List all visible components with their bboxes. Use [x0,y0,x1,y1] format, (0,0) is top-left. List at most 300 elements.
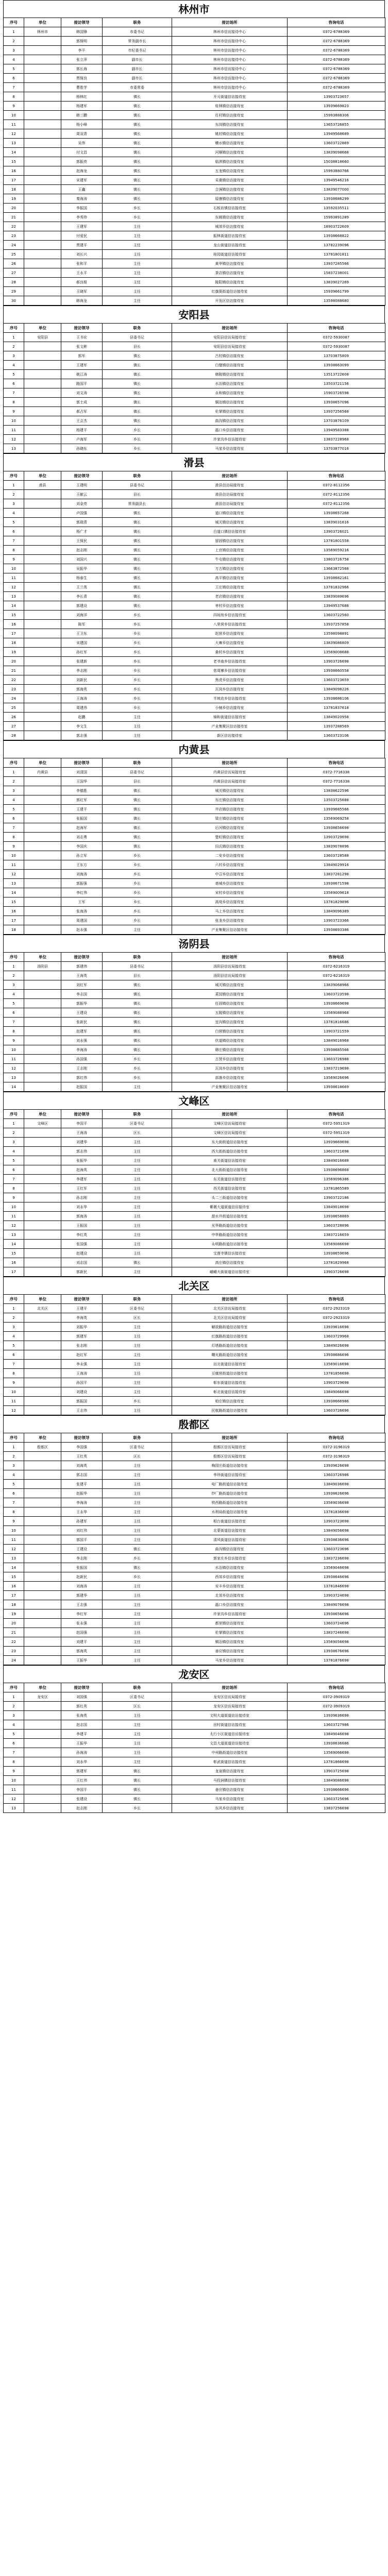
table-cell: 王红军 [61,1184,103,1193]
table-cell: 13598088680 [288,296,385,306]
table-cell: 13663872568 [288,564,385,573]
column-header: 接访场所 [172,471,288,481]
table-row [4,416,385,426]
table-cell [24,833,61,842]
table-cell [24,204,61,213]
table-cell: 北关区 [24,1304,61,1313]
column-header: 接访领导 [61,1433,103,1443]
table-cell: 5 [4,518,24,527]
table-cell: 8 [4,1507,24,1517]
table-cell: 7 [4,1498,24,1507]
table-cell: 13781865589 [288,1184,385,1193]
table-cell: 22 [4,675,24,685]
table-cell: 姚江涛 [61,370,103,379]
table-cell [24,1387,61,1397]
column-header: 序号 [4,953,24,962]
table-cell: 孙国强 [61,1055,103,1064]
column-header: 职务 [103,324,172,333]
table-cell: 18 [4,185,24,194]
table-row [4,259,385,268]
table-cell: 13903723657 [288,92,385,101]
table-cell: 刘国兴 [61,555,103,564]
table-cell [24,259,61,268]
table-cell: 3 [4,786,24,795]
table-cell: 13849020958 [288,713,385,722]
table-cell [24,55,61,64]
table-cell: 主任 [103,268,172,278]
table-row [4,166,385,176]
table-row [4,1554,385,1563]
column-header: 咨询电话 [288,324,385,333]
table-cell: 主任 [103,1165,172,1175]
table-row [4,685,385,694]
table-cell: 主任 [103,1406,172,1415]
table-cell: 李国平 [61,1785,103,1794]
table-cell [24,925,61,935]
table-row [4,1600,385,1609]
table-cell: 林州市信访接待中心 [172,55,288,64]
table-cell: 文峰区信访局接待室 [172,1119,288,1128]
table-cell: 1 [4,333,24,342]
table-row [4,1517,385,1526]
column-header: 接访领导 [61,471,103,481]
table-cell: 27 [4,722,24,731]
table-row [4,1656,385,1665]
table-cell: 主任 [103,1730,172,1739]
table-cell [24,1369,61,1378]
table-cell: 13569036698 [288,1498,385,1507]
table-cell: 电厂路街道信访接待室 [172,1480,288,1489]
table-cell: 林州市信访接待中心 [172,37,288,46]
table-cell [24,1572,61,1582]
table-cell: 上官镇信访接待室 [172,546,288,555]
table-cell: 13 [4,879,24,888]
table-cell: 王永平 [61,268,103,278]
table-cell: 镇长 [103,833,172,842]
table-cell [24,1794,61,1804]
table-cell: 23 [4,1647,24,1656]
table-cell [24,1720,61,1730]
table-cell: 白道口镇信访接待室 [172,527,288,536]
table-cell: 8 [4,398,24,407]
table-cell: 付爱民 [61,231,103,241]
table-cell: 秦海涛 [61,194,103,204]
table-cell: 13503725688 [288,795,385,805]
table-row [4,1498,385,1507]
table-cell: 12 [4,1064,24,1073]
column-header: 咨询电话 [288,1295,385,1304]
table-cell [24,1600,61,1609]
table-cell: 赵海龙 [61,166,103,176]
table-cell: 副市长 [103,55,172,64]
table-cell [24,851,61,860]
table-row [4,444,385,453]
table-row [4,1221,385,1230]
table-cell: 21 [4,666,24,675]
section-title: 安阳县 [3,306,385,323]
table-cell: 5 [4,1156,24,1165]
table-cell: 镇长 [103,823,172,833]
table-cell: 23 [4,231,24,241]
table-cell [24,1517,61,1526]
section-title: 滑县 [3,453,385,471]
table-cell: 瓦岗乡信访接待室 [172,685,288,694]
table-cell: 13803726758 [288,555,385,564]
table-cell: 1 [4,1304,24,1313]
table-cell: 13 [4,592,24,601]
table-row [4,1304,385,1313]
table-header-row [4,471,385,481]
table-cell: 镇长 [103,1036,172,1045]
table-cell: 李海涛 [61,1045,103,1055]
column-header: 接访领导 [61,18,103,27]
table-cell: 刘国强 [61,1692,103,1702]
table-cell: 镇长 [103,388,172,398]
table-cell: 6 [4,1739,24,1748]
column-header: 接访场所 [172,1110,288,1119]
table-cell: 区长 [103,1702,172,1711]
table-cell: 13839031616 [288,518,385,527]
table-cell [24,713,61,722]
table-cell: 3 [4,1461,24,1470]
table-cell: 13603724696 [288,1619,385,1628]
table-cell: 13903723366 [288,916,385,925]
table-cell: 13939626698 [288,1461,385,1470]
table-row [4,1045,385,1055]
table-cell: 13781816686 [288,1018,385,1027]
table-cell: 主任 [103,1240,172,1249]
table-cell: 刘海洋 [61,611,103,620]
table-cell: 杨广才 [61,527,103,536]
table-cell: 赵海英 [61,1165,103,1175]
table-row [4,1647,385,1656]
table-row [4,518,385,527]
table-cell: 7 [4,1748,24,1757]
table-cell: 县长 [103,971,172,980]
table-cell [24,1545,61,1554]
table-cell [24,657,61,666]
table-cell: 郭家庄乡信访接待室 [172,1554,288,1563]
table-cell: 韩海龙 [61,296,103,306]
table-cell: 13603722869 [288,139,385,148]
table-row [4,897,385,907]
table-cell [24,1378,61,1387]
table-cell: 李德胜 [61,786,103,795]
table-cell: 合涧镇信访接待室 [172,185,288,194]
table-cell: 铜冶镇信访接待室 [172,1637,288,1647]
table-cell: 24 [4,1656,24,1665]
table-cell [24,1332,61,1341]
table-cell: 县长 [103,342,172,351]
table-row [4,1619,385,1628]
table-cell: 万古镇信访接待室 [172,564,288,573]
table-cell: 13569096386 [288,1175,385,1184]
table-cell: 镇长 [103,1027,172,1036]
table-cell [24,407,61,416]
table-cell: 乡长 [103,1397,172,1406]
table-cell [24,1470,61,1480]
column-header: 接访场所 [172,324,288,333]
table-row [4,148,385,157]
table-cell: 部落乡信访接待室 [172,1073,288,1082]
table-cell: 0372-3909319 [288,1702,385,1711]
table-cell: 17 [4,629,24,638]
table-cell: 滑县信访局接待室 [172,490,288,499]
table-cell [24,1350,61,1360]
table-row [4,907,385,916]
table-cell: 13849086698 [288,1776,385,1785]
table-row [4,1535,385,1545]
table-cell: 镇长 [103,592,172,601]
table-cell [24,971,61,980]
table-cell: 刘海英 [61,1461,103,1470]
table-cell: 李建军 [61,1175,103,1184]
table-cell: 路国平 [61,379,103,388]
table-row [4,222,385,231]
table-cell [24,46,61,55]
table-cell: 郭保明 [61,37,103,46]
table-cell: 16 [4,166,24,176]
table-cell: 5 [4,1730,24,1739]
table-cell: 15903726598 [288,388,385,398]
table-cell: 善应镇信访接待室 [172,1647,288,1656]
table-cell: 王兰英 [61,583,103,592]
table-cell: 13782239096 [288,241,385,250]
table-cell: 0372-6788369 [288,46,385,55]
table-cell: 赵红军 [61,1350,103,1360]
table-cell [24,92,61,101]
table-cell: 13569026696 [288,1073,385,1082]
table-row [4,583,385,592]
table-cell: 7 [4,1360,24,1369]
table-cell: 0372-6788369 [288,74,385,83]
table-cell: 0372-6788369 [288,37,385,46]
table-row [4,888,385,897]
table-cell: 王海英 [61,971,103,980]
table-row [4,1249,385,1258]
table-cell [24,83,61,92]
table-cell: 慈周寨乡信访接待室 [172,666,288,675]
table-cell: 王永华 [61,1507,103,1517]
table-cell: 郭志强 [61,731,103,740]
table-cell: 13703875809 [288,351,385,361]
table-cell: 乡长 [103,657,172,666]
table-cell: 磊口乡信访接待室 [172,426,288,435]
table-row [4,74,385,83]
table-cell: 13569069258 [288,814,385,823]
column-header: 序号 [4,471,24,481]
table-row [4,620,385,629]
table-cell: 乡长 [103,629,172,638]
table-cell: 3 [4,1711,24,1720]
table-cell: 乡长 [103,1554,172,1563]
table-cell: 镇长 [103,1008,172,1018]
table-cell: 15 [4,1572,24,1582]
table-cell: 王志刚 [61,1064,103,1073]
table-cell: 13849098226 [288,685,385,694]
table-cell: 主任 [103,1739,172,1748]
table-row [4,1480,385,1489]
table-cell: 主任 [103,1656,172,1665]
table-cell [24,1535,61,1545]
table-cell: 古贤乡信访接待室 [172,1055,288,1064]
table-cell: 王振华 [61,1656,103,1665]
table-cell: 姚村镇信访接待室 [172,129,288,139]
reception-table [3,1683,385,1813]
table-cell [24,1240,61,1249]
table-row [4,851,385,860]
table-cell: 0372-6216319 [288,971,385,980]
table-cell: 镇长 [103,509,172,518]
table-cell [24,1711,61,1720]
table-cell: 城关镇信访接待室 [172,518,288,527]
table-row [4,1332,385,1341]
table-cell [24,620,61,629]
table-cell: 主任 [103,1138,172,1147]
table-cell: 13938659696 [288,1249,385,1258]
table-cell: 10 [4,1045,24,1055]
table-cell: 22 [4,222,24,231]
table-cell: 20 [4,657,24,666]
table-cell: 乡长 [103,685,172,694]
table-cell: 0372-5951319 [288,1119,385,1128]
table-cell: 郭振国 [61,1397,103,1406]
column-header: 单位 [24,1683,61,1692]
table-cell: 红旗路街道信访接待室 [172,1332,288,1341]
table-cell: 刘文涛 [61,388,103,398]
table-cell: 郭红英 [61,1702,103,1711]
table-cell: 13939669698 [288,1138,385,1147]
table-cell: 滑县信访局接待室 [172,499,288,509]
column-header: 职务 [103,1295,172,1304]
table-cell: 13837236698 [288,1554,385,1563]
table-cell: 11 [4,1785,24,1794]
table-cell: 13603723696 [288,1545,385,1554]
table-cell: 10 [4,851,24,860]
table-cell: 河顺镇信访接待室 [172,148,288,157]
table-cell: 周双青 [61,129,103,139]
table-cell [24,1258,61,1267]
table-cell: 县委书记 [103,768,172,777]
table-cell [24,999,61,1008]
table-cell: 马投涧镇信访接待室 [172,1776,288,1785]
column-header: 序号 [4,1433,24,1443]
table-row [4,1184,385,1193]
table-cell: 李长青 [61,592,103,601]
table-row [4,333,385,342]
table-header-row [4,758,385,768]
table-cell: 李平 [61,46,103,55]
table-cell: 刘永强 [61,1036,103,1045]
table-cell: 13937288569 [288,722,385,731]
table-cell: 镇长 [103,990,172,999]
table-cell: 3 [4,46,24,55]
table-cell: 卢国强 [61,509,103,518]
table-cell: 7 [4,1175,24,1184]
table-cell: 张振国 [61,1563,103,1572]
column-header: 序号 [4,18,24,27]
table-row [4,860,385,870]
table-cell [24,1267,61,1277]
table-row [4,1073,385,1082]
table-cell: 13653726855 [288,120,385,129]
table-cell: 小铺乡信访接待室 [172,703,288,713]
table-row [4,37,385,46]
table-cell [24,638,61,648]
table-cell [24,1785,61,1794]
table-header-row [4,18,385,27]
table-cell: 1 [4,27,24,37]
table-cell: 新区信访接待室 [172,731,288,740]
table-cell [24,1082,61,1092]
table-cell: 22 [4,1637,24,1647]
table-cell: 宋建军 [61,176,103,185]
table-row [4,1461,385,1470]
table-row [4,139,385,148]
table-cell [24,64,61,74]
table-cell: 赵国强 [61,1628,103,1637]
table-row [4,287,385,296]
reception-table [3,323,385,453]
table-cell: 市委常委 [103,83,172,92]
table-cell: 白璧镇信访接待室 [172,361,288,370]
table-cell: 赵海军 [61,823,103,833]
table-cell: 13938686106 [288,694,385,703]
table-cell: 李珍街道信访接待室 [172,1470,288,1480]
table-cell: 13603727986 [288,1720,385,1730]
column-header: 职务 [103,1683,172,1692]
table-cell: 13938663099 [288,361,385,370]
table-cell [24,351,61,361]
table-cell: 6 [4,1350,24,1360]
table-cell: 14 [4,888,24,897]
table-row [4,157,385,166]
table-cell: 宜沟镇信访接待室 [172,1018,288,1027]
table-cell: 后河镇信访接待室 [172,823,288,833]
table-cell: 茶店镇信访接待室 [172,268,288,278]
table-cell: 13837216659 [288,1230,385,1240]
table-cell: 24 [4,694,24,703]
table-cell: 10 [4,1202,24,1212]
table-cell: 彰东街道信访接待室 [172,1378,288,1387]
table-row [4,1055,385,1064]
table-cell: 6 [4,74,24,83]
table-cell: 刘建平 [61,1637,103,1647]
table-cell: 13703876109 [288,416,385,426]
column-header: 单位 [24,324,61,333]
table-cell: 李志国 [61,990,103,999]
table-cell: 13781829896 [288,897,385,907]
table-row [4,638,385,648]
table-cell: 13949537688 [288,601,385,611]
table-cell: 龙山街道信访接待室 [172,241,288,250]
table-cell: 0372-8112356 [288,499,385,509]
table-cell: 4 [4,1332,24,1341]
column-header: 单位 [24,1110,61,1119]
table-cell: 水利局街道信访接待室 [172,1507,288,1517]
table-cell: 14 [4,601,24,611]
table-row [4,805,385,814]
table-cell [24,398,61,407]
table-cell [24,1609,61,1619]
table-cell: 乡长 [103,1572,172,1582]
table-cell: 水冶镇信访接待室 [172,379,288,388]
table-cell: 13 [4,444,24,453]
table-cell: 13569066698 [288,1748,385,1757]
table-cell: 主任 [103,1600,172,1609]
table-cell: 4 [4,509,24,518]
table-cell [24,1138,61,1147]
